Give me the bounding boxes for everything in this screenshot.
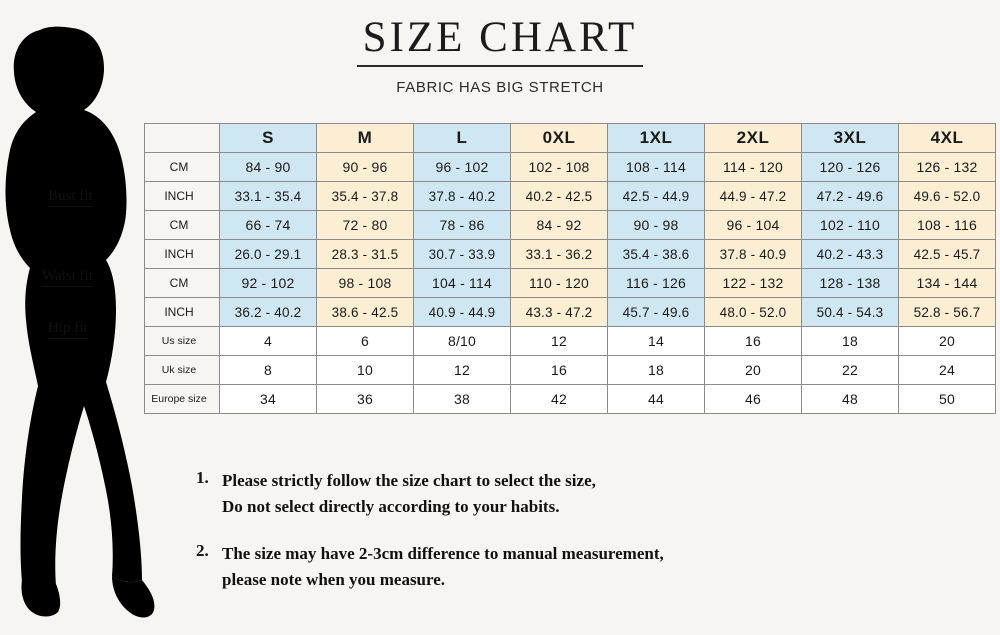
cell-europe-size-2xl: 46 (705, 385, 802, 414)
cell-hip-cm-2xl: 122 - 132 (705, 269, 802, 298)
note-line: The size may have 2-3cm difference to manual measurement, (222, 544, 664, 563)
row-label-hip-inch: INCH (145, 298, 220, 327)
cell-hip-inch-4xl: 52.8 - 56.7 (899, 298, 996, 327)
cell-bust-inch-0xl: 40.2 - 42.5 (511, 182, 608, 211)
cell-uk-size-2xl: 20 (705, 356, 802, 385)
cell-uk-size-m: 10 (317, 356, 414, 385)
label-waist-fit: Waist fit (42, 268, 93, 287)
cell-waist-cm-2xl: 96 - 104 (705, 211, 802, 240)
cell-us-size-4xl: 20 (899, 327, 996, 356)
cell-us-size-s: 4 (220, 327, 317, 356)
row-label-bust-inch: INCH (145, 182, 220, 211)
note-line: Do not select directly according to your habits. (222, 496, 560, 516)
cell-uk-size-1xl: 18 (608, 356, 705, 385)
cell-waist-inch-m: 28.3 - 31.5 (317, 240, 414, 269)
size-header-m: M (317, 124, 414, 153)
note-number: 2. (196, 541, 209, 560)
table-corner-cell (145, 124, 220, 153)
table-row (145, 182, 996, 211)
cell-waist-cm-4xl: 108 - 116 (899, 211, 996, 240)
cell-hip-cm-3xl: 128 - 138 (802, 269, 899, 298)
row-label-hip-cm: CM (145, 269, 220, 298)
size-chart-table-wrap (144, 123, 996, 414)
cell-hip-inch-1xl: 45.7 - 49.6 (608, 298, 705, 327)
cell-hip-cm-0xl: 110 - 120 (511, 269, 608, 298)
cell-us-size-3xl: 18 (802, 327, 899, 356)
cell-hip-inch-m: 38.6 - 42.5 (317, 298, 414, 327)
cell-europe-size-s: 34 (220, 385, 317, 414)
note-item (196, 541, 996, 592)
cell-bust-inch-1xl: 42.5 - 44.9 (608, 182, 705, 211)
note-line: please note when you measure. (222, 569, 446, 589)
cell-hip-inch-0xl: 43.3 - 47.2 (511, 298, 608, 327)
cell-hip-inch-s: 36.2 - 40.2 (220, 298, 317, 327)
cell-us-size-1xl: 14 (608, 327, 705, 356)
cell-waist-cm-s: 66 - 74 (220, 211, 317, 240)
cell-hip-cm-s: 92 - 102 (220, 269, 317, 298)
label-bust-fit: Bust fit (48, 188, 93, 207)
table-row (145, 327, 996, 356)
cell-bust-inch-2xl: 44.9 - 47.2 (705, 182, 802, 211)
row-label-europe-size: Europe size (145, 385, 220, 414)
note-item (196, 468, 996, 519)
cell-waist-cm-1xl: 90 - 98 (608, 211, 705, 240)
cell-bust-cm-0xl: 102 - 108 (511, 153, 608, 182)
notes-section (196, 468, 996, 614)
cell-europe-size-l: 38 (414, 385, 511, 414)
cell-hip-cm-l: 104 - 114 (414, 269, 511, 298)
cell-hip-inch-3xl: 50.4 - 54.3 (802, 298, 899, 327)
note-line: Please strictly follow the size chart to select the size, (222, 471, 596, 490)
cell-bust-inch-l: 37.8 - 40.2 (414, 182, 511, 211)
cell-bust-cm-3xl: 120 - 126 (802, 153, 899, 182)
cell-waist-inch-2xl: 37.8 - 40.9 (705, 240, 802, 269)
cell-bust-inch-m: 35.4 - 37.8 (317, 182, 414, 211)
size-header-3xl: 3XL (802, 124, 899, 153)
cell-europe-size-4xl: 50 (899, 385, 996, 414)
size-header-l: L (414, 124, 511, 153)
cell-hip-cm-4xl: 134 - 144 (899, 269, 996, 298)
size-header-s: S (220, 124, 317, 153)
cell-uk-size-l: 12 (414, 356, 511, 385)
cell-uk-size-s: 8 (220, 356, 317, 385)
cell-europe-size-m: 36 (317, 385, 414, 414)
cell-uk-size-0xl: 16 (511, 356, 608, 385)
size-header-0xl: 0XL (511, 124, 608, 153)
cell-bust-inch-3xl: 47.2 - 49.6 (802, 182, 899, 211)
cell-europe-size-0xl: 42 (511, 385, 608, 414)
table-row (145, 269, 996, 298)
cell-bust-inch-4xl: 49.6 - 52.0 (899, 182, 996, 211)
cell-waist-inch-l: 30.7 - 33.9 (414, 240, 511, 269)
table-row (145, 385, 996, 414)
table-row (145, 240, 996, 269)
cell-waist-inch-3xl: 40.2 - 43.3 (802, 240, 899, 269)
size-header-4xl: 4XL (899, 124, 996, 153)
cell-waist-inch-0xl: 33.1 - 36.2 (511, 240, 608, 269)
cell-waist-cm-l: 78 - 86 (414, 211, 511, 240)
row-label-waist-inch: INCH (145, 240, 220, 269)
cell-uk-size-3xl: 22 (802, 356, 899, 385)
row-label-us-size: Us size (145, 327, 220, 356)
cell-us-size-2xl: 16 (705, 327, 802, 356)
table-header-row (145, 124, 996, 153)
cell-waist-cm-3xl: 102 - 110 (802, 211, 899, 240)
size-header-1xl: 1XL (608, 124, 705, 153)
cell-us-size-0xl: 12 (511, 327, 608, 356)
cell-bust-cm-m: 90 - 96 (317, 153, 414, 182)
note-text (222, 541, 664, 592)
cell-bust-cm-4xl: 126 - 132 (899, 153, 996, 182)
size-header-2xl: 2XL (705, 124, 802, 153)
table-row (145, 356, 996, 385)
note-text (222, 468, 596, 519)
row-label-bust-cm: CM (145, 153, 220, 182)
cell-bust-cm-s: 84 - 90 (220, 153, 317, 182)
row-label-uk-size: Uk size (145, 356, 220, 385)
cell-hip-cm-1xl: 116 - 126 (608, 269, 705, 298)
label-hip-fit: Hip fit (48, 320, 88, 339)
cell-us-size-m: 6 (317, 327, 414, 356)
cell-hip-cm-m: 98 - 108 (317, 269, 414, 298)
note-number: 1. (196, 468, 209, 487)
cell-uk-size-4xl: 24 (899, 356, 996, 385)
cell-hip-inch-l: 40.9 - 44.9 (414, 298, 511, 327)
cell-waist-inch-4xl: 42.5 - 45.7 (899, 240, 996, 269)
cell-bust-cm-1xl: 108 - 114 (608, 153, 705, 182)
cell-waist-cm-0xl: 84 - 92 (511, 211, 608, 240)
cell-waist-inch-s: 26.0 - 29.1 (220, 240, 317, 269)
page-title: SIZE CHART (357, 14, 644, 67)
size-chart-table (144, 123, 996, 414)
table-row (145, 153, 996, 182)
table-row (145, 211, 996, 240)
cell-waist-cm-m: 72 - 80 (317, 211, 414, 240)
table-row (145, 298, 996, 327)
row-label-waist-cm: CM (145, 211, 220, 240)
cell-bust-inch-s: 33.1 - 35.4 (220, 182, 317, 211)
cell-bust-cm-2xl: 114 - 120 (705, 153, 802, 182)
cell-waist-inch-1xl: 35.4 - 38.6 (608, 240, 705, 269)
cell-europe-size-1xl: 44 (608, 385, 705, 414)
cell-bust-cm-l: 96 - 102 (414, 153, 511, 182)
cell-hip-inch-2xl: 48.0 - 52.0 (705, 298, 802, 327)
cell-us-size-l: 8/10 (414, 327, 511, 356)
page-subtitle: FABRIC HAS BIG STRETCH (396, 79, 604, 97)
cell-europe-size-3xl: 48 (802, 385, 899, 414)
